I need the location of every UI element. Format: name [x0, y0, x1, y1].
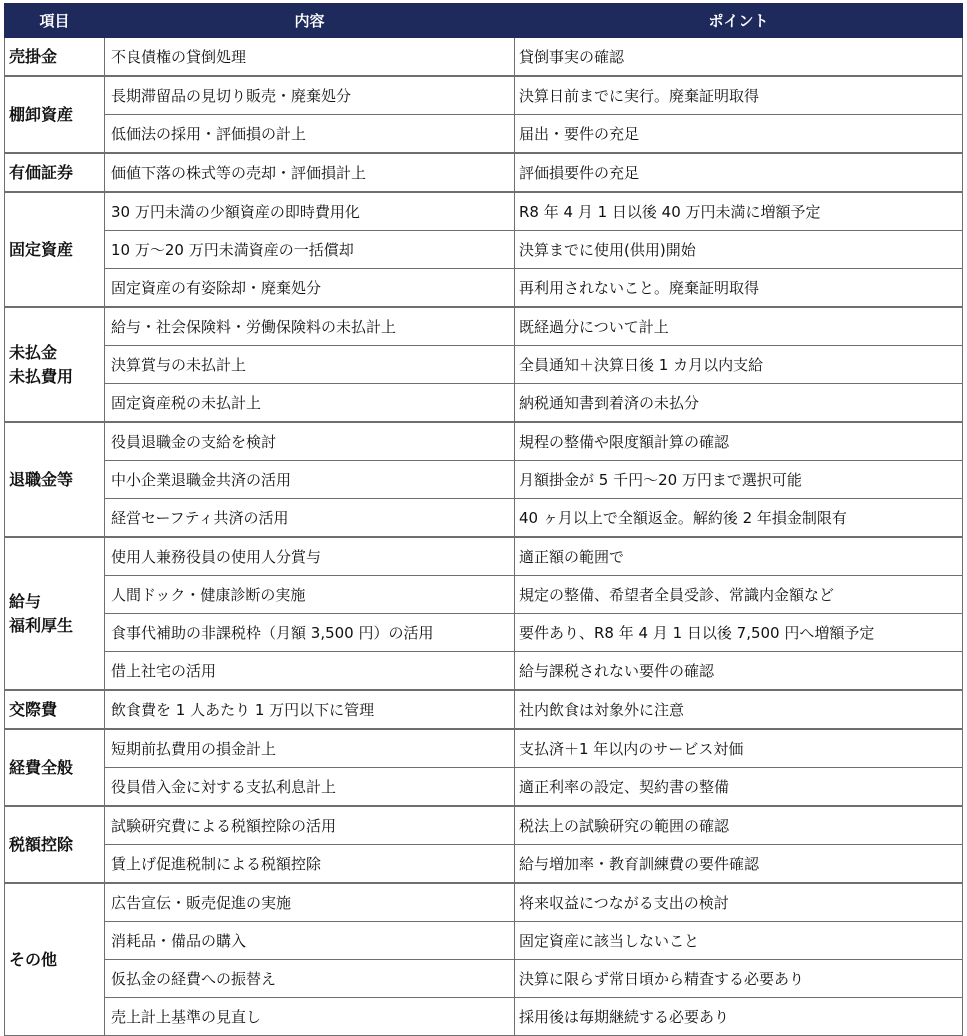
category-label: 棚卸資産	[9, 104, 74, 124]
header-category: 項目	[5, 4, 105, 38]
tax-planning-table	[4, 3, 963, 1036]
content-cell: 経営セーフティ共済の活用	[105, 499, 515, 538]
category-label: 固定資産	[9, 239, 74, 259]
point-cell: 給与増加率・教育訓練費の要件確認	[515, 845, 963, 884]
content-cell: 低価法の採用・評価損の計上	[105, 115, 515, 154]
content-cell: 仮払金の経費への振替え	[105, 960, 515, 998]
table-row	[5, 883, 963, 922]
content-cell: 価値下落の株式等の売却・評価損計上	[105, 153, 515, 192]
category-label: 退職金等	[9, 469, 74, 489]
table-row	[5, 192, 963, 231]
content-cell: 借上社宅の活用	[105, 652, 515, 691]
category-label: 福利厚生	[9, 615, 74, 635]
point-cell: 届出・要件の充足	[515, 115, 963, 154]
point-cell: 月額掛金が 5 千円～20 万円まで選択可能	[515, 461, 963, 499]
content-cell: 広告宣伝・販売促進の実施	[105, 883, 515, 922]
table-row	[5, 461, 963, 499]
point-cell: 40 ヶ月以上で全額返金。解約後 2 年損金制限有	[515, 499, 963, 538]
category-label: 未払金	[9, 342, 58, 362]
content-cell: 中小企業退職金共済の活用	[105, 461, 515, 499]
table-header	[5, 4, 963, 38]
content-cell: 飲食費を 1 人あたり 1 万円以下に管理	[105, 690, 515, 729]
content-cell: 使用人兼務役員の使用人分賞与	[105, 537, 515, 576]
content-cell: 売上計上基準の見直し	[105, 998, 515, 1036]
table-row	[5, 153, 963, 192]
category-cell	[5, 307, 105, 422]
content-cell: 賃上げ促進税制による税額控除	[105, 845, 515, 884]
point-cell: 納税通知書到着済の未払分	[515, 384, 963, 423]
table-body	[5, 38, 963, 1036]
content-cell: 10 万～20 万円未満資産の一括償却	[105, 231, 515, 269]
table-row	[5, 269, 963, 308]
content-cell: 固定資産税の未払計上	[105, 384, 515, 423]
table-row	[5, 614, 963, 652]
category-cell	[5, 729, 105, 806]
content-cell: 消耗品・備品の購入	[105, 922, 515, 960]
content-cell: 役員借入金に対する支払利息計上	[105, 768, 515, 807]
category-cell	[5, 690, 105, 729]
point-cell: 再利用されないこと。廃棄証明取得	[515, 269, 963, 308]
point-cell: R8 年 4 月 1 日以後 40 万円未満に増額予定	[515, 192, 963, 231]
point-cell: 規定の整備、希望者全員受診、常識内金額など	[515, 576, 963, 614]
category-cell	[5, 422, 105, 537]
table-row	[5, 115, 963, 154]
table-row	[5, 652, 963, 691]
point-cell: 適正利率の設定、契約書の整備	[515, 768, 963, 807]
category-cell	[5, 806, 105, 883]
point-cell: 決算までに使用(供用)開始	[515, 231, 963, 269]
table-row	[5, 998, 963, 1036]
category-cell	[5, 537, 105, 690]
category-label: 有価証券	[9, 162, 74, 182]
point-cell: 支払済＋1 年以内のサービス対価	[515, 729, 963, 768]
content-cell: 短期前払費用の損金計上	[105, 729, 515, 768]
content-cell: 試験研究費による税額控除の活用	[105, 806, 515, 845]
content-cell: 固定資産の有姿除却・廃棄処分	[105, 269, 515, 308]
point-cell: 固定資産に該当しないこと	[515, 922, 963, 960]
table-row	[5, 922, 963, 960]
table-row	[5, 845, 963, 884]
category-cell	[5, 883, 105, 1036]
point-cell: 適正額の範囲で	[515, 537, 963, 576]
category-label: その他	[9, 949, 58, 969]
point-cell: 全員通知＋決算日後 1 カ月以内支給	[515, 346, 963, 384]
table-row	[5, 960, 963, 998]
point-cell: 規程の整備や限度額計算の確認	[515, 422, 963, 461]
table-row	[5, 231, 963, 269]
point-cell: 貸倒事実の確認	[515, 38, 963, 77]
table-row	[5, 384, 963, 423]
table-row	[5, 499, 963, 538]
content-cell: 役員退職金の支給を検討	[105, 422, 515, 461]
point-cell: 要件あり、R8 年 4 月 1 日以後 7,500 円へ増額予定	[515, 614, 963, 652]
category-cell	[5, 76, 105, 153]
header-point: ポイント	[515, 4, 963, 38]
content-cell: 食事代補助の非課税枠（月額 3,500 円）の活用	[105, 614, 515, 652]
table-row	[5, 76, 963, 115]
point-cell: 既経過分について計上	[515, 307, 963, 346]
category-cell	[5, 38, 105, 77]
category-cell	[5, 192, 105, 307]
category-label: 売掛金	[9, 46, 58, 66]
content-cell: 決算賞与の未払計上	[105, 346, 515, 384]
content-cell: 30 万円未満の少額資産の即時費用化	[105, 192, 515, 231]
content-cell: 人間ドック・健康診断の実施	[105, 576, 515, 614]
table-row	[5, 346, 963, 384]
table-row	[5, 729, 963, 768]
table-row	[5, 537, 963, 576]
point-cell: 社内飲食は対象外に注意	[515, 690, 963, 729]
category-label: 未払費用	[9, 366, 74, 386]
point-cell: 採用後は毎期継続する必要あり	[515, 998, 963, 1036]
table-row	[5, 806, 963, 845]
point-cell: 税法上の試験研究の範囲の確認	[515, 806, 963, 845]
point-cell: 将来収益につながる支出の検討	[515, 883, 963, 922]
category-label: 給与	[9, 591, 42, 611]
point-cell: 給与課税されない要件の確認	[515, 652, 963, 691]
header-row	[5, 4, 963, 38]
point-cell: 評価損要件の充足	[515, 153, 963, 192]
category-label: 交際費	[9, 699, 58, 719]
header-content: 内容	[105, 4, 515, 38]
point-cell: 決算日前までに実行。廃棄証明取得	[515, 76, 963, 115]
table-row	[5, 307, 963, 346]
content-cell: 長期滞留品の見切り販売・廃棄処分	[105, 76, 515, 115]
category-label: 経費全般	[9, 757, 74, 777]
category-cell	[5, 153, 105, 192]
table-row	[5, 690, 963, 729]
category-label: 税額控除	[9, 834, 74, 854]
content-cell: 不良債権の貸倒処理	[105, 38, 515, 77]
table-row	[5, 38, 963, 77]
table-row	[5, 422, 963, 461]
point-cell: 決算に限らず常日頃から精査する必要あり	[515, 960, 963, 998]
content-cell: 給与・社会保険料・労働保険料の未払計上	[105, 307, 515, 346]
table-row	[5, 576, 963, 614]
table-row	[5, 768, 963, 807]
